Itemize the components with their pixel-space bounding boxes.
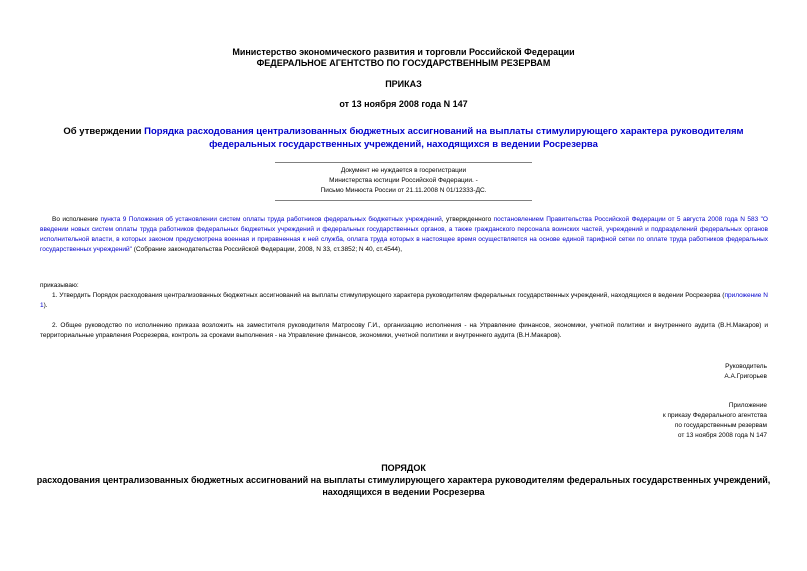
- signer-name: А.А.Григорьев: [724, 373, 767, 380]
- appendix-line4: от 13 ноября 2008 года N 147: [677, 432, 767, 439]
- registration-note-line3: Письмо Минюста России от 21.11.2008 N 01/12333-ДС.: [320, 187, 487, 194]
- preamble-text-1: Во исполнение: [52, 216, 101, 223]
- order-word: приказываю:: [40, 282, 79, 289]
- appendix-line3: по государственным резервам: [674, 422, 767, 429]
- item1-text: 1. Утвердить Порядок расходования централизованных бюджетных ассигнований на выплаты стимулирующего характера руководителям федеральных государственных учреждений, находящихся в ведении Росрезерва (: [52, 292, 725, 299]
- appendix-line2: к приказу Федерального агентства: [662, 412, 767, 419]
- top-divider: [275, 162, 532, 163]
- order-item-2: 2. Общее руководство по исполнению приказа возложить на заместителя руководителя Матросову Г.И., организацию исполнения - на Управление финансов, экономики, учетной политики и внутреннего аудита (В.Н.Макаров) и территориальные управления Росрезерва, контроль за сроками выполнения - на Управление финансов, экономики, учетной политики и внутреннего аудита (В.Н.Макаров).: [40, 322, 768, 339]
- title-link[interactable]: Порядка расходования централизованных бюджетных ассигнований на выплаты стимулирующего характера руководителям федеральных государственных учреждений, находящихся в ведении Росрезерва: [144, 126, 744, 150]
- procedure-subtitle: расходования централизованных бюджетных ассигнований на выплаты стимулирующего характера руководителям федеральных государственных учреждений, находящихся в ведении Росрезерва: [36, 475, 771, 497]
- appendix-line1: Приложение: [728, 402, 767, 409]
- agency-name: ФЕДЕРАЛЬНОЕ АГЕНТСТВО ПО ГОСУДАРСТВЕННЫМ РЕЗЕРВАМ: [256, 58, 551, 68]
- document-title: [40, 125, 767, 151]
- preamble-text-3: (Собрание законодательства Российской Федерации, 2008, N 33, ст.3852; N 40, ст.4544),: [132, 246, 403, 253]
- document-type: ПРИКАЗ: [385, 79, 422, 89]
- document-date-number: от 13 ноября 2008 года N 147: [339, 99, 468, 109]
- procedure-heading: ПОРЯДОК: [381, 463, 426, 473]
- ministry-name: Министерство экономического развития и торговли Российской Федерации: [232, 47, 575, 57]
- appendix-link[interactable]: приложение N 1: [40, 292, 768, 309]
- title-prefix: Об утверждении: [63, 126, 145, 137]
- preamble-link-regulation[interactable]: пункта 9 Положения об установлении систем оплаты труда работников федеральных бюджетных учреждений: [100, 216, 442, 223]
- order-item-1: [40, 291, 768, 311]
- signer-position: Руководитель: [725, 363, 767, 370]
- registration-note-line2: Министерства юстиции Российской Федерации. -: [329, 177, 478, 184]
- registration-note-line1: Документ не нуждается в госрегистрации: [340, 167, 467, 174]
- preamble-paragraph: [40, 215, 768, 255]
- bottom-divider: [275, 200, 532, 201]
- preamble-link-resolution[interactable]: постановлением Правительства Российской Федерации от 5 августа 2008 года N 583 "О введении новых систем оплаты труда работников федеральных бюджетных учреждений и федеральных государственных органов, а также гражданского персонала воинских частей, учреждений и подразделений федеральных органов исполнительной власти, в которых законом предусмотрена военная и приравненная к ней служба, оплата труда которых в настоящее время осуществляется на основе единой тарифной сетки по оплате труда работников федеральных государственных учреждений": [40, 216, 768, 253]
- item1-tail: ).: [43, 302, 48, 309]
- preamble-text-2: , утвержденного: [441, 216, 494, 223]
